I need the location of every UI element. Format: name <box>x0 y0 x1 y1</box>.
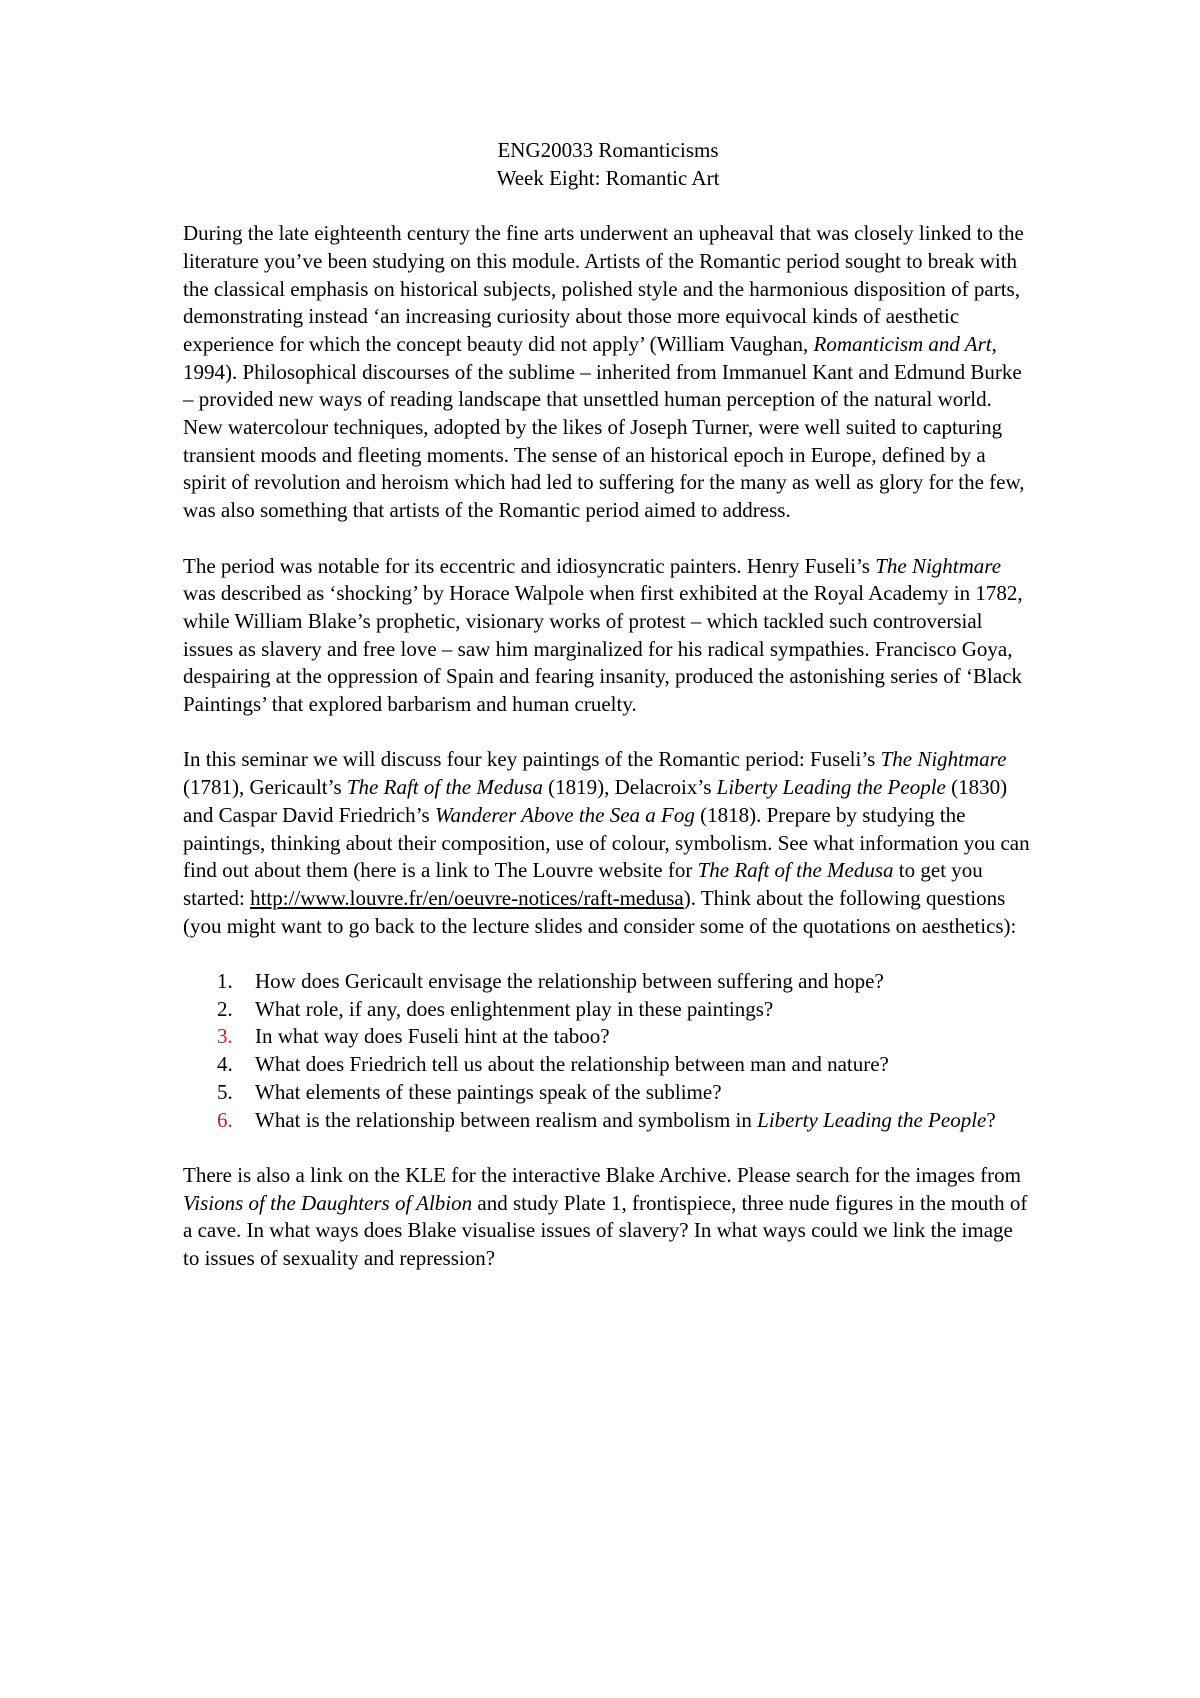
seminar-text-c: (1819), Delacroix’s <box>542 775 717 800</box>
document-header <box>183 137 1033 192</box>
painting-title-liberty: Liberty Leading the People <box>716 775 946 800</box>
painters-text-b: was described as ‘shocking’ by Horace Walpole when first exhibited at the Royal Academy in 1782, while William Blake’s prophetic, visionary works of protest – which tackled such controversial issues as slavery and free love – saw him marginalized for his radical sympathies. Francisco Goya, despairing at the oppression of Spain and fearing insanity, produced the astonishing series of ‘Black Paintings’ that explored barbarism and human cruelty. <box>183 581 1023 717</box>
louvre-link[interactable]: http://www.louvre.fr/en/oeuvre-notices/raft-medusa <box>250 885 684 910</box>
blake-text-a: There is also a link on the KLE for the interactive Blake Archive. Please search for the images from <box>183 1162 1021 1187</box>
seminar-text-d: (1830) and Caspar David Friedrich’s <box>183 775 1008 827</box>
question-item <box>183 1051 1033 1079</box>
question-text: What role, if any, does enlightenment play in these paintings? <box>255 996 774 1021</box>
question-text: In what way does Fuseli hint at the taboo? <box>255 1024 610 1049</box>
question-item <box>183 1107 1033 1135</box>
painting-title-nightmare: The Nightmare <box>880 747 1007 772</box>
intro-text-a: During the late eighteenth century the fine arts underwent an upheaval that was closely linked to the literature you’ve been studying on this module. Artists of the Romantic period sought to break with the classical emphasis on historical subjects, polished style and the harmonious disposition of parts, demonstrating instead ‘an increasing curiosity about those more equivocal kinds of aesthetic experience for which the concept beauty did not apply’ (William Vaughan, <box>183 221 1024 356</box>
question-number: 1. <box>217 969 233 994</box>
question-text-a: What is the relationship between realism and symbolism in <box>255 1107 758 1132</box>
question-number: 2. <box>217 996 233 1021</box>
intro-text-b: , 1994). Philosophical discourses of the sublime – inherited from Immanuel Kant and Edmund Burke – provided new ways of reading landscape that unsettled human perception of the natural world. New watercolour techniques, adopted by the likes of Joseph Turner, were well suited to capturing transient moods and fleeting moments. The sense of an historical epoch in Europe, defined by a spirit of revolution and heroism which had led to suffering for the many as well as glory for the few, was also something that artists of the Romantic period aimed to address. <box>183 331 1025 523</box>
question-number: 5. <box>217 1079 233 1104</box>
seminar-text-f: to get you started: <box>183 858 983 910</box>
question-number-highlighted: 6. <box>217 1107 233 1132</box>
intro-paragraph <box>183 220 1033 525</box>
week-title: Week Eight: Romantic Art <box>496 165 720 190</box>
question-text: What does Friedrich tell us about the relationship between man and nature? <box>255 1052 889 1077</box>
question-item <box>183 968 1033 996</box>
question-text: What elements of these paintings speak of the sublime? <box>255 1079 722 1104</box>
question-item <box>183 996 1033 1024</box>
document-page <box>183 137 1033 1300</box>
painting-title-raft-of-medusa: The Raft of the Medusa <box>697 858 894 883</box>
seminar-text-e: (1818). Prepare by studying the paintings, thinking about their composition, use of colour, symbolism. See what information you can find out about them (here is a link to The Louvre website for <box>183 802 1030 883</box>
seminar-paragraph <box>183 746 1033 940</box>
blake-paragraph <box>183 1162 1033 1273</box>
blake-text-b: and study Plate 1, frontispiece, three nude figures in the mouth of a cave. In what ways does Blake visualise issues of slavery? In what ways could we link the image to issues of sexuality and repression? <box>183 1190 1028 1271</box>
painters-text-a: The period was notable for its eccentric and idiosyncratic painters. Henry Fuseli’s <box>183 553 876 578</box>
questions-list <box>183 968 1033 1134</box>
book-title-visions-of-daughters-of-albion: Visions of the Daughters of Albion <box>183 1190 473 1215</box>
question-number-highlighted: 3. <box>217 1024 233 1049</box>
seminar-text-a: In this seminar we will discuss four key paintings of the Romantic period: Fuseli’s <box>183 747 881 772</box>
painting-title-nightmare: The Nightmare <box>875 553 1002 578</box>
book-title-romanticism-and-art: Romanticism and Art <box>813 331 992 356</box>
seminar-text-g: ). Think about the following questions (you might want to go back to the lecture slides and consider some of the quotations on aesthetics): <box>183 885 1017 938</box>
question-item <box>183 1023 1033 1051</box>
painting-title-liberty: Liberty Leading the People <box>757 1107 987 1132</box>
question-number: 4. <box>217 1052 233 1077</box>
painting-title-raft-of-medusa: The Raft of the Medusa <box>346 775 543 800</box>
question-text: How does Gericault envisage the relationship between suffering and hope? <box>255 969 884 994</box>
seminar-text-b: (1781), Gericault’s <box>183 775 347 800</box>
course-title: ENG20033 Romanticisms <box>497 138 719 162</box>
painters-paragraph <box>183 553 1033 719</box>
question-item <box>183 1079 1033 1107</box>
question-text-b: ? <box>986 1107 996 1132</box>
painting-title-wanderer: Wanderer Above the Sea a Fog <box>434 802 695 827</box>
